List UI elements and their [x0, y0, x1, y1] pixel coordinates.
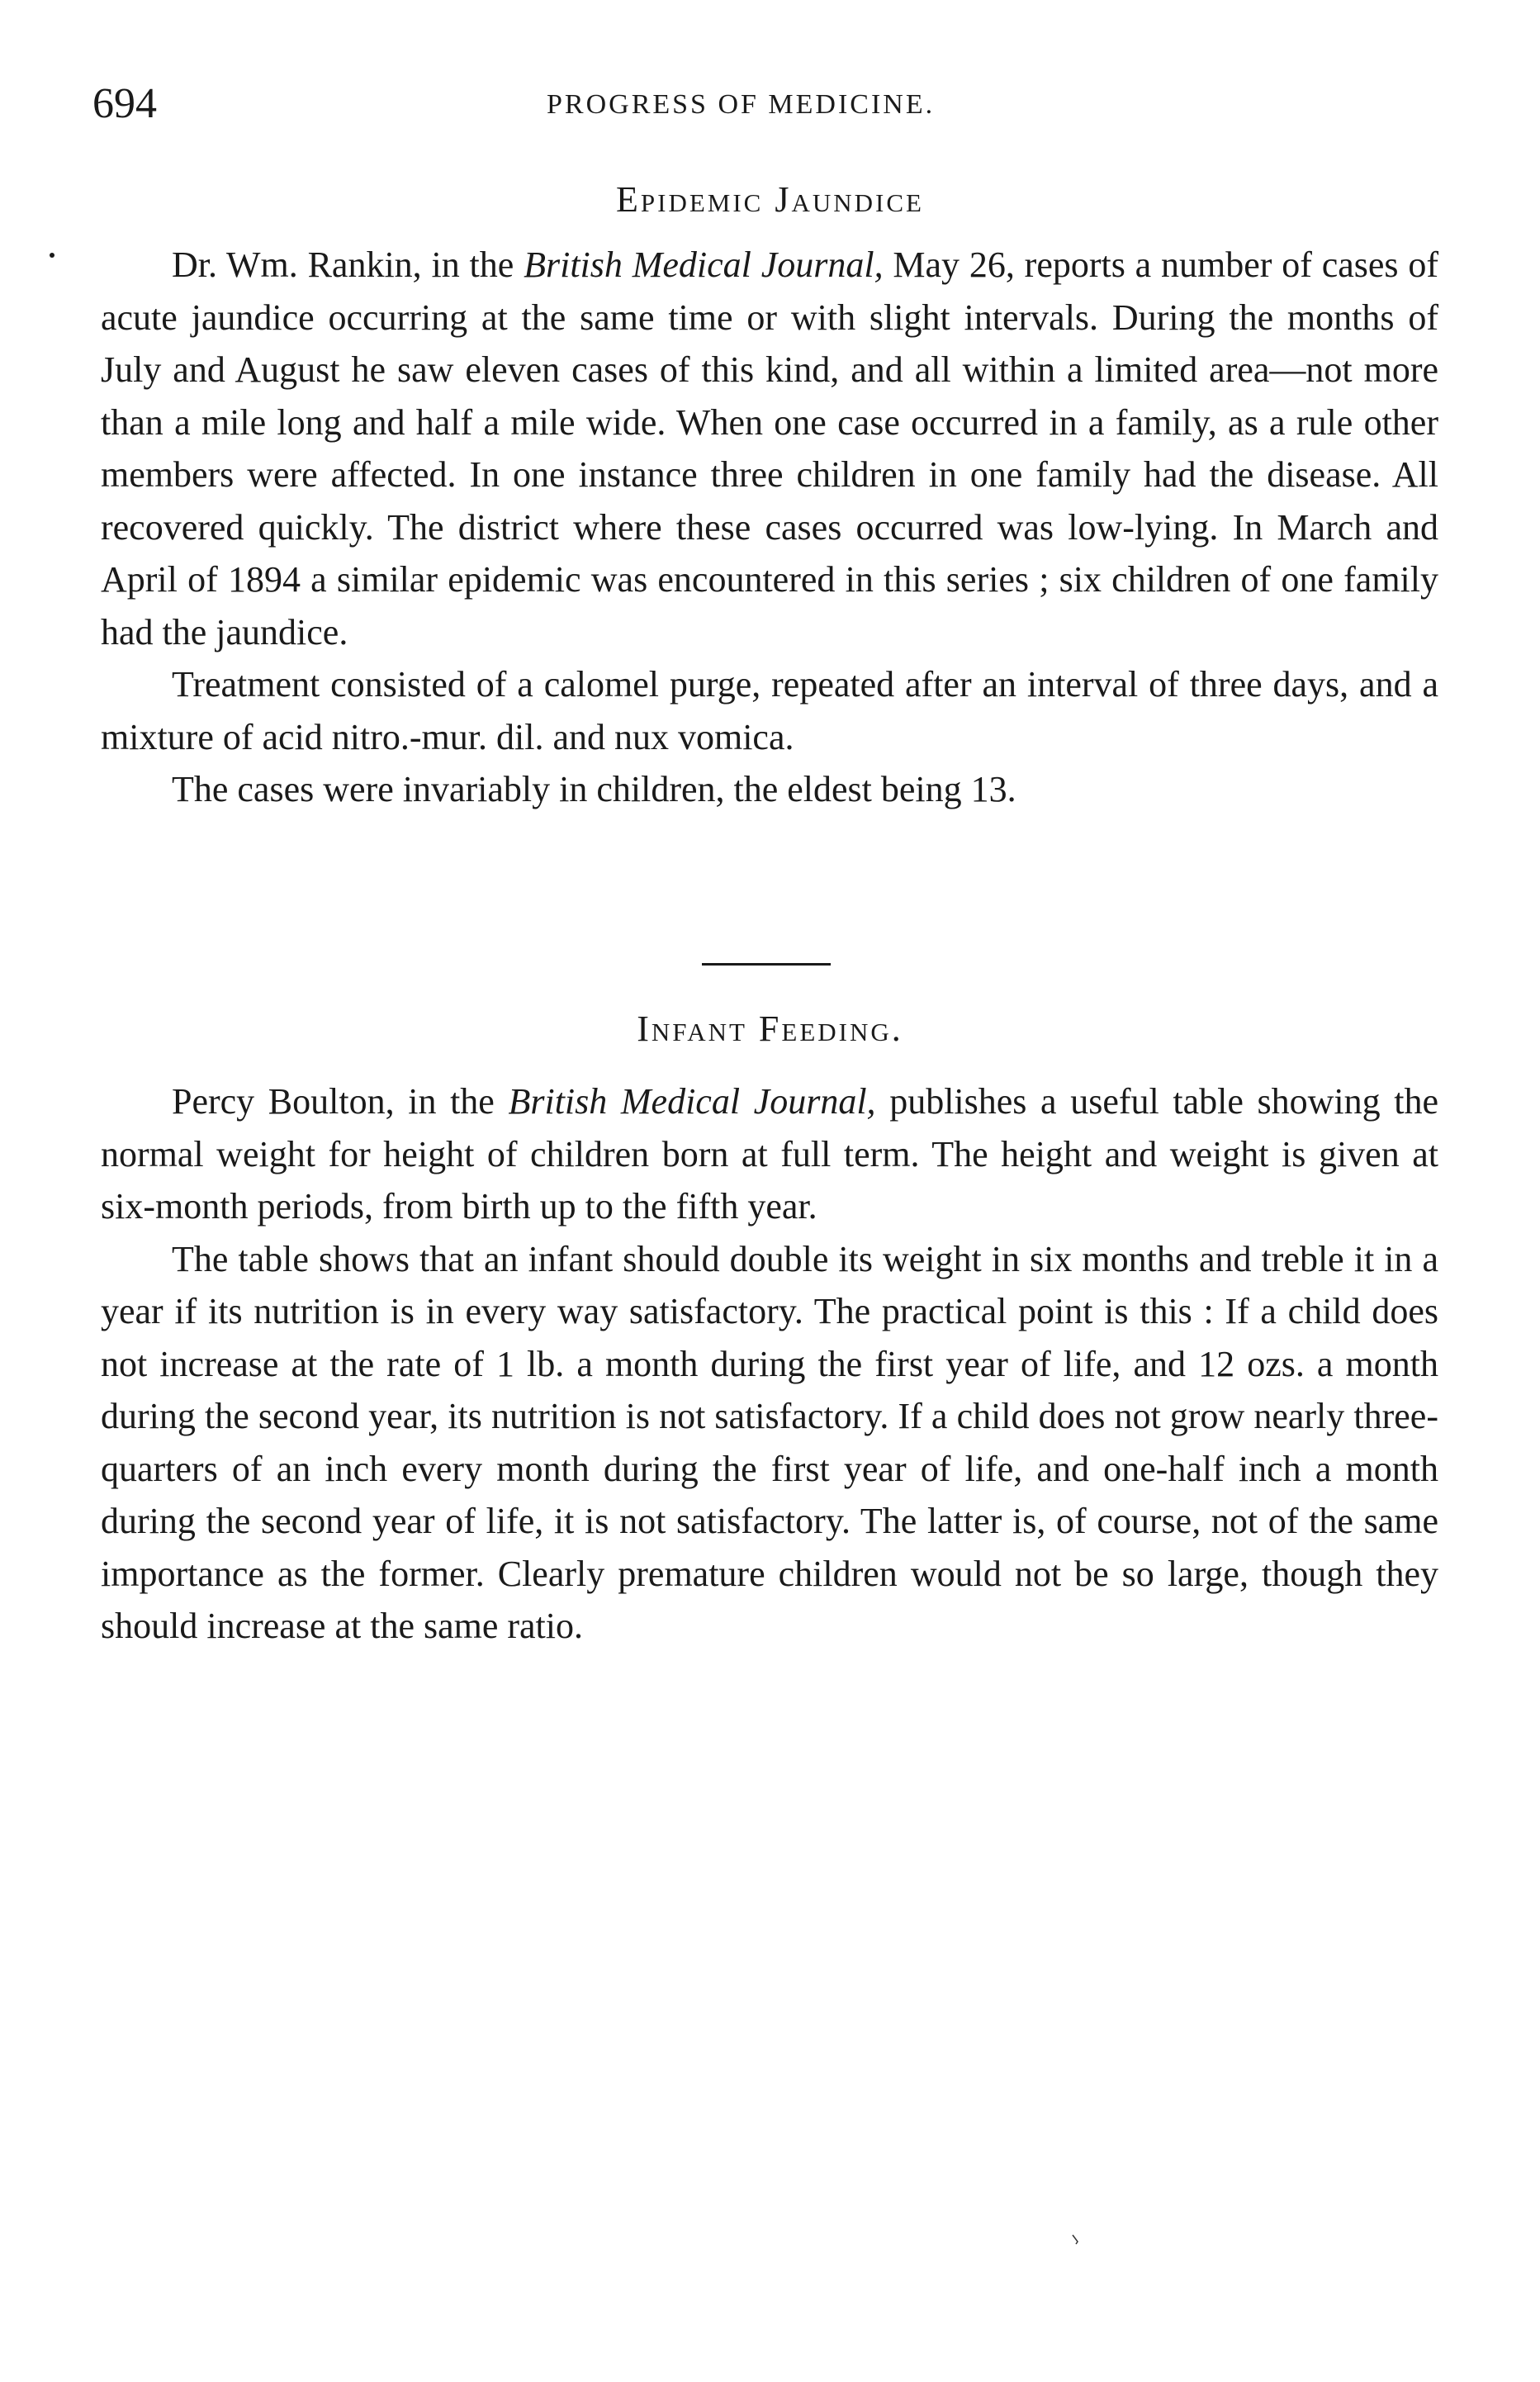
paragraph-text: publishes a useful table showing the normal weight for height of children born at full term. The height and weight is given at six-month periods, from birth up to the fifth year.: [101, 1081, 1438, 1227]
journal-title: British Medical Journal,: [508, 1081, 876, 1122]
paragraph: [101, 239, 1438, 658]
stray-print-mark: [50, 253, 54, 258]
heading-infant-feeding: Infant Feeding.: [637, 1008, 903, 1049]
paragraph: [101, 1075, 1438, 1233]
paragraph: The table shows that an infant should double its weight in six months and treble it in a year if its nutrition is in every way satisfactory. The practical point is this : If a child does not increase at the rate of 1 lb. a month during the first year of life, and 12 ozs. a month during the second year, its nutrition is not satisfactory. If a child does not grow nearly three-quarters of an inch every month during the first year of life, and one-half inch a month during the second year of life, it is not satisfactory. The latter is, of course, not of the same importance as the former. Clearly premature children would not be so large, though they should increase at the same ratio.: [101, 1238, 1438, 1646]
journal-title: British Medical Journal,: [524, 244, 884, 285]
paragraph: The cases were invariably in children, the eldest being 13.: [172, 769, 1016, 809]
paragraph-text: May 26, reports a number of cases of acute jaundice occurring at the same time or with slight intervals. During the months of July and August he saw eleven cases of this kind, and all within a limited area—not more than a mile long and half a mile wide. When one case occurred in a family, as a rule other members were affected. In one instance three children in one family had the disease. All recovered quickly. The district where these cases occurred was low-lying. In March and April of 1894 a similar epidemic was encountered in this series ; six children of one family had the jaundice.: [101, 244, 1438, 652]
paragraph-text: Percy Boulton, in the: [172, 1081, 509, 1122]
section-divider: [702, 963, 831, 966]
running-title: PROGRESS OF MEDICINE.: [547, 89, 936, 120]
page-number: 694: [92, 80, 157, 127]
paragraph-text: Dr. Wm. Rankin, in the: [172, 244, 524, 285]
running-head: [92, 79, 1438, 129]
print-speck: [1072, 2234, 1079, 2245]
infant-feeding-body: [101, 1075, 1438, 1653]
paragraph: Treatment consisted of a calomel purge, repeated after an interval of three days, and a mixture of acid nitro.-mur. dil. and nux vomica.: [101, 664, 1438, 757]
epidemic-jaundice-body: [101, 239, 1438, 816]
heading-epidemic-jaundice: Epidemic Jaundice: [616, 179, 924, 220]
